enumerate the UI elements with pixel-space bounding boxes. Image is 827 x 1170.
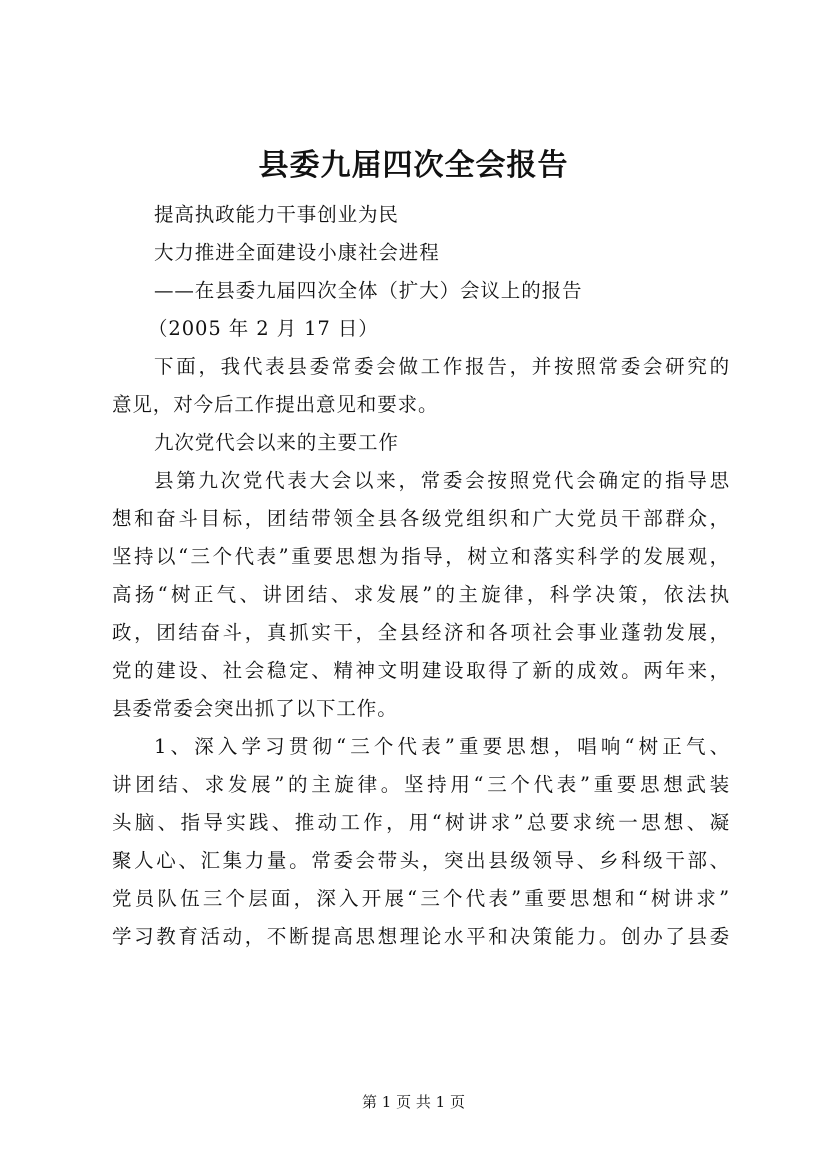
subtitle-line: 大力推进全面建设小康社会进程: [154, 241, 440, 264]
paragraph-line: 聚人心、汇集力量。常委会带头，突出县级领导、乡科级干部、: [112, 849, 730, 872]
date-line: （2005 年 2 月 17 日）: [148, 317, 379, 340]
paragraph-line: 头脑、指导实践、推动工作，用“树讲求”总要求统一思想、凝: [112, 811, 730, 834]
document-title: 县委九届四次全会报告: [258, 148, 569, 183]
paragraph-line: 党的建设、社会稳定、精神文明建设取得了新的成效。两年来，: [112, 659, 730, 682]
paragraph-line: 意见，对今后工作提出意见和要求。: [112, 393, 439, 416]
paragraph-line: 下面，我代表县委常委会做工作报告，并按照常委会研究的: [154, 355, 730, 378]
document-body: [112, 196, 730, 956]
page-number-footer: 第 1 页 共 1 页: [362, 1093, 465, 1111]
section-heading: 九次党代会以来的主要工作: [154, 431, 399, 454]
paragraph-line: 政，团结奋斗，真抓实干，全县经济和各项社会事业蓬勃发展，: [112, 621, 730, 644]
paragraph-line: 想和奋斗目标，团结带领全县各级党组织和广大党员干部群众，: [112, 507, 730, 530]
paragraph-line: 县第九次党代表大会以来，常委会按照党代会确定的指导思: [154, 469, 730, 492]
paragraph-line: 坚持以“三个代表”重要思想为指导，树立和落实科学的发展观，: [112, 545, 730, 568]
paragraph-line: 高扬“树正气、讲团结、求发展”的主旋律，科学决策，依法执: [112, 583, 730, 606]
paragraph-line: 学习教育活动，不断提高思想理论水平和决策能力。创办了县委: [112, 925, 730, 948]
paragraph-line: 1、深入学习贯彻“三个代表”重要思想，唱响“树正气、: [154, 735, 730, 758]
subtitle-line: 提高执政能力干事创业为民: [154, 203, 399, 226]
paragraph-line: 讲团结、求发展”的主旋律。坚持用“三个代表”重要思想武装: [112, 773, 730, 796]
paragraph-line: 县委常委会突出抓了以下工作。: [112, 697, 398, 720]
paragraph-line: 党员队伍三个层面，深入开展“三个代表”重要思想和“树讲求”: [112, 887, 730, 910]
subtitle-line: ——在县委九届四次全体（扩大）会议上的报告: [154, 279, 583, 302]
